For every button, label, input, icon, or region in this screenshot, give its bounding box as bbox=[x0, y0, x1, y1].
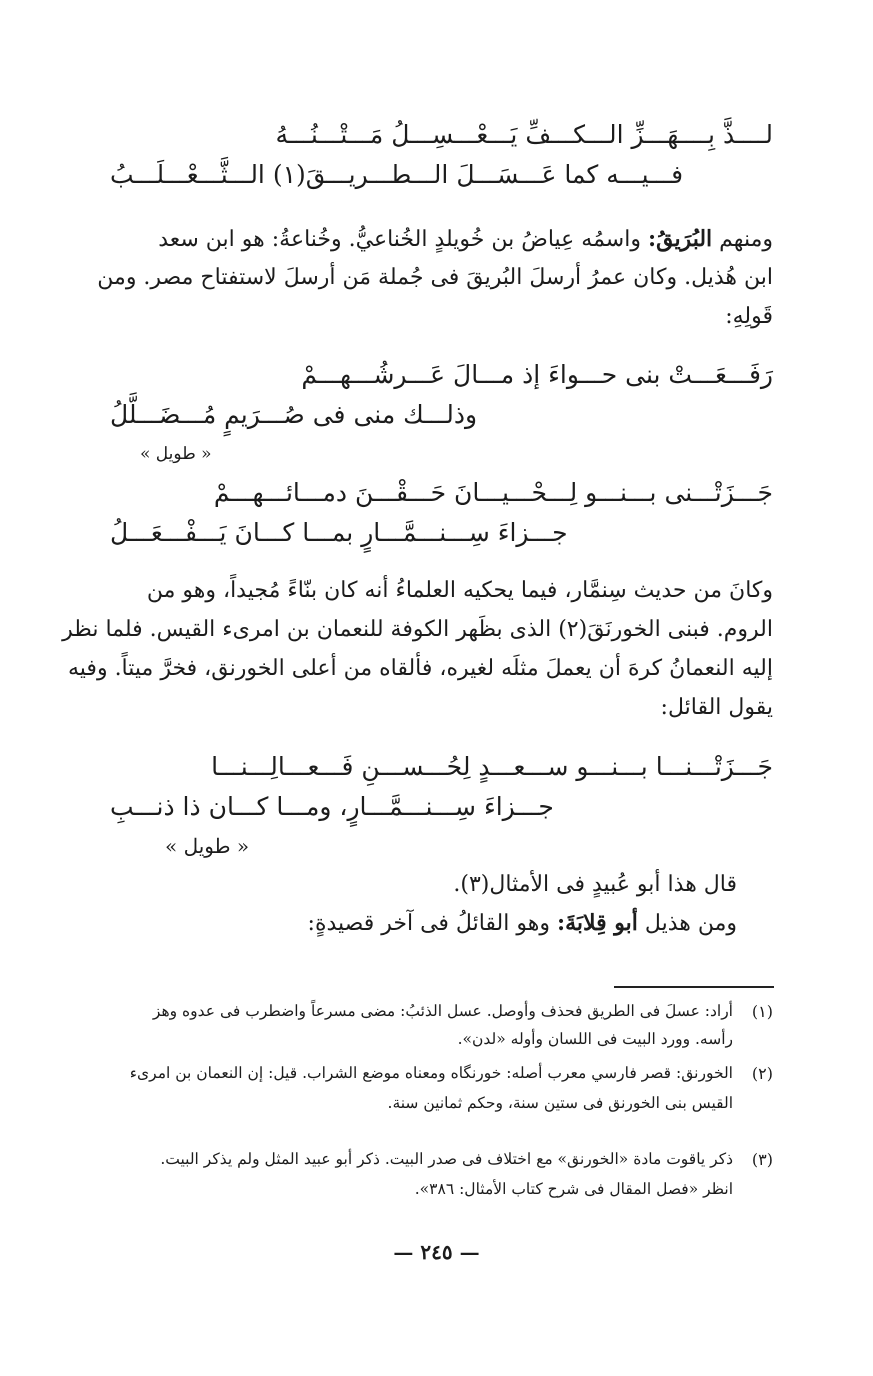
footnote-line: انظر «فصل المقال فى شرح كتاب الأمثال: ٣٨٦». bbox=[414, 1180, 733, 1198]
prose-line: الروم. فبنى الخورنَقَ(٢) الذى بظَهر الكوفة للنعمان بن امرىء القيس. فلما نظر bbox=[62, 617, 773, 642]
prose-line: قَولِهِ: bbox=[725, 304, 773, 329]
footnote-line: القيس بنى الخورنق فى ستين سنة، وحكم ثمانين سنة. bbox=[387, 1094, 733, 1112]
prose-text: ومنهم bbox=[719, 227, 773, 252]
poet-name: البُرَيقُ: bbox=[647, 226, 713, 252]
footnote-line: ذكر ياقوت مادة «الخورنق» مع اختلاف فى صدر البيت. ذكر أبو عبيد المثل ولم يذكر البيت. bbox=[160, 1150, 733, 1168]
prose-line bbox=[308, 910, 737, 936]
prose-text: ومن هذيل bbox=[644, 911, 737, 936]
footnote-number: (٣) bbox=[751, 1150, 773, 1169]
footnote-number: (١) bbox=[751, 1002, 773, 1021]
prose-line: وكانَ من حديث سِنمَّار، فيما يحكيه العلماءُ أنه كان بنّاءً مُجيداً، وهو من bbox=[146, 578, 773, 603]
verse-line: جـــزاءَ سِـــنـــمَّـــارٍ بمـــا كـــانَ يَـــفْـــعَـــلُ bbox=[110, 518, 568, 547]
footnote-number: (٢) bbox=[751, 1064, 773, 1083]
verse-line: جَـــزَتْـــنـــا بـــنـــو ســـعـــدٍ لِحُـــســـنِ فَـــعـــالِـــنـــا bbox=[211, 752, 773, 781]
footnote-divider bbox=[614, 986, 774, 988]
prose-line: يقول القائل: bbox=[660, 695, 773, 720]
verse-line: رَفَـــعَـــتْ بنى حـــواءَ إذ مـــالَ عَـــرشُـــهـــمْ bbox=[301, 360, 773, 389]
prose-text: واسمُه عِياضُ بن خُويلدٍ الخُناعيُّ. وخُناعةُ: هو ابن سعد bbox=[158, 227, 641, 252]
verse-line: جـــزاءَ سِـــنـــمَّـــارٍ، ومـــا كـــان ذا ذنـــبِ bbox=[110, 792, 554, 821]
poet-name: أبو قِلابَةَ: bbox=[556, 910, 638, 936]
page-number: — ٢٤٥ — bbox=[393, 1240, 480, 1264]
prose-line: إليه النعمانُ كرهَ أن يعملَ مثلَه لغيره، فألقاه من أعلى الخورنق، فخرَّ ميتاً. وفيه bbox=[68, 656, 773, 681]
prose-line: ابن هُذيل. وكان عمرُ أرسلَ البُريقَ فى جُملة مَن أرسلَ لاستفتاح مصر. ومن bbox=[97, 265, 773, 290]
meter-label: « طويل » bbox=[140, 444, 212, 464]
verse-line: لــــذَّ بِــــهَـــزِّ الـــكـــفِّ يَـــعْـــسِـــلُ مَـــتْـــنُـــهُ bbox=[275, 120, 773, 149]
prose-text: وهو القائلُ فى آخر قصيدةٍ: bbox=[307, 911, 550, 936]
verse-line: وذلـــك منى فى صُـــرَيمٍ مُـــضَـــلَّلُ bbox=[110, 400, 478, 429]
prose-line: قال هذا أبو عُبيدٍ فى الأمثال(٣). bbox=[453, 872, 737, 897]
meter-label: « طويل » bbox=[165, 834, 250, 858]
prose-line bbox=[158, 226, 773, 252]
footnote-line: أراد: عسلَ فى الطريق فحذف وأوصل. عسل الذئبُ: مضى مسرعاً واضطرب فى عدوه وهز bbox=[152, 1002, 733, 1020]
verse-line: فـــيـــه كما عَـــسَـــلَ الـــطـــريـــقَ(١) الـــثَّـــعْـــلَـــبُ bbox=[110, 160, 684, 189]
footnote-line: الخورنق: قصر فارسي معرب أصله: خورنگاه ومعناه موضع الشراب. قيل: إن النعمان بن امرىء bbox=[129, 1064, 733, 1082]
footnote-line: رأسه. وورد البيت فى اللسان وأوله «لدن». bbox=[457, 1030, 733, 1048]
verse-line: جَـــزَتْـــنى بـــنـــو لِـــحْـــيـــانَ حَـــقْـــنَ دمـــائـــهـــمْ bbox=[213, 478, 773, 507]
